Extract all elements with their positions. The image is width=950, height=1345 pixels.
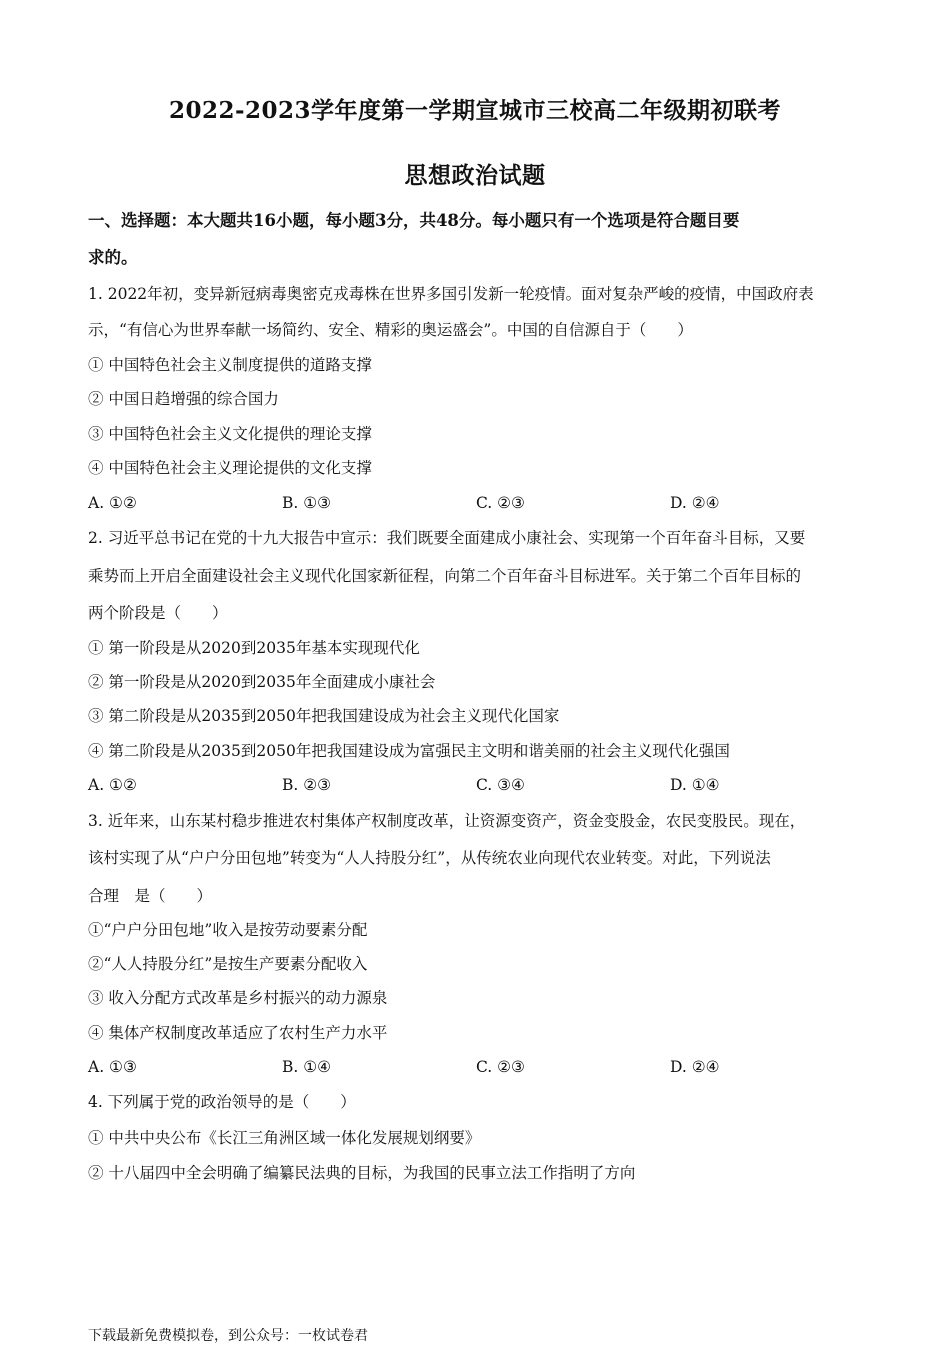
q3-option-a: A. ①③	[88, 1058, 137, 1076]
q2-item: ④ 第二阶段是从2035到2050年把我国建设成为富强民主文明和谐美丽的社会主义现代化强国	[88, 742, 730, 760]
q1-item: ① 中国特色社会主义制度提供的道路支撑	[88, 356, 372, 374]
exam-subtitle: 思想政治试题	[404, 162, 546, 189]
q2-item: ① 第一阶段是从2020到2035年基本实现现代化	[88, 639, 420, 657]
q2-option-d: D. ①④	[670, 776, 720, 794]
q3-stem-cont: 该村实现了从“户户分田包地”转变为“人人持股分红”，从传统农业向现代农业转变。对此，下列说法	[88, 849, 771, 867]
q2-item: ② 第一阶段是从2020到2035年全面建成小康社会	[88, 673, 436, 691]
q1-option-a: A. ①②	[88, 494, 137, 512]
footer-note: 下载最新免费模拟卷，到公众号：一枚试卷君	[88, 1328, 368, 1344]
q2-stem-cont: 两个阶段是（ ）	[88, 604, 228, 622]
section-heading: 一、选择题：本大题共16小题，每小题3分，共48分。每小题只有一个选项是符合题目要	[88, 211, 740, 230]
q4-item: ① 中共中央公布《长江三角洲区域一体化发展规划纲要》	[88, 1129, 481, 1147]
exam-title: 2022-2023学年度第一学期宣城市三校高二年级期初联考	[168, 97, 782, 124]
q3-item: ①“户户分田包地”收入是按劳动要素分配	[88, 921, 368, 939]
q1-option-c: C. ②③	[476, 494, 525, 512]
q2-item: ③ 第二阶段是从2035到2050年把我国建设成为社会主义现代化国家	[88, 707, 560, 725]
q1-stem-cont: 示，“有信心为世界奉献一场简约、安全、精彩的奥运盛会”。中国的自信源自于（ ）	[88, 321, 693, 339]
q3-item: ④ 集体产权制度改革适应了农村生产力水平	[88, 1024, 388, 1042]
q4-stem: 4. 下列属于党的政治领导的是（ ）	[88, 1093, 356, 1111]
q1-option-d: D. ②④	[670, 494, 720, 512]
q3-item: ②“人人持股分红”是按生产要素分配收入	[88, 955, 368, 973]
q1-option-b: B. ①③	[282, 494, 332, 512]
q2-option-a: A. ①②	[88, 776, 137, 794]
q1-item: ② 中国日趋增强的综合国力	[88, 390, 279, 408]
q3-option-b: B. ①④	[282, 1058, 332, 1076]
q2-stem-cont: 乘势而上开启全面建设社会主义现代化国家新征程，向第二个百年奋斗目标进军。关于第二个百年目标的	[88, 567, 802, 585]
q2-option-c: C. ③④	[476, 776, 525, 794]
q1-stem: 1. 2022年初，变异新冠病毒奥密克戎毒株在世界多国引发新一轮疫情。面对复杂严峻的疫情，中国政府表	[88, 285, 814, 303]
q3-stem-cont: 合理 是（ ）	[88, 887, 213, 905]
q2-option-b: B. ②③	[282, 776, 332, 794]
q4-item: ② 十八届四中全会明确了编纂民法典的目标，为我国的民事立法工作指明了方向	[88, 1164, 636, 1182]
q3-option-c: C. ②③	[476, 1058, 525, 1076]
section-heading-cont: 求的。	[88, 248, 138, 267]
q3-option-d: D. ②④	[670, 1058, 720, 1076]
q2-stem: 2. 习近平总书记在党的十九大报告中宣示：我们既要全面建成小康社会、实现第一个百年奋斗目标，又要	[88, 529, 806, 547]
q3-item: ③ 收入分配方式改革是乡村振兴的动力源泉	[88, 989, 388, 1007]
q3-stem: 3. 近年来，山东某村稳步推进农村集体产权制度改革，让资源变资产，资金变股金，农民变股民。现在，	[88, 812, 806, 830]
q1-item: ③ 中国特色社会主义文化提供的理论支撑	[88, 425, 372, 443]
q1-item: ④ 中国特色社会主义理论提供的文化支撑	[88, 459, 372, 477]
